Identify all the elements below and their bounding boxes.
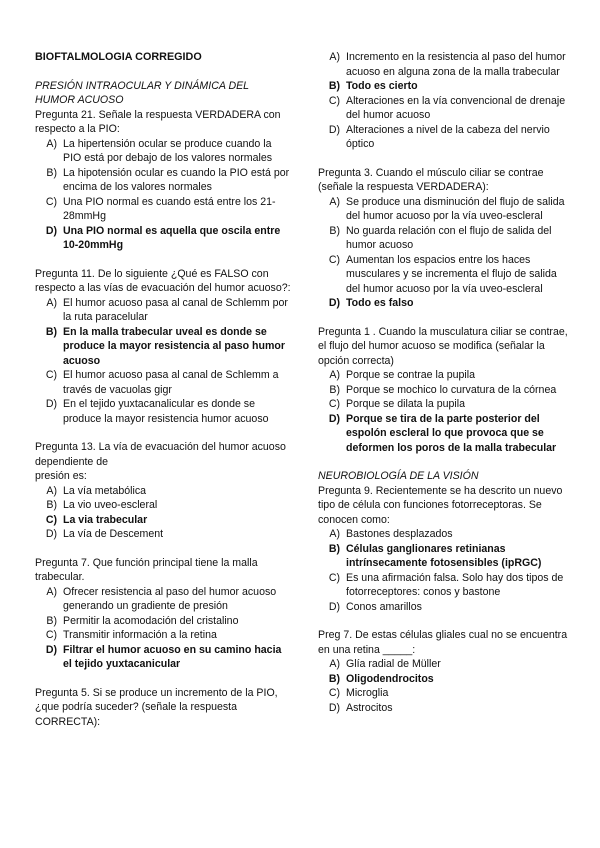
option-d-correct: D) Una PIO normal es aquella que oscila entre 10-20mmHg	[45, 224, 281, 251]
option-c: C) Transmitir información a la retina	[45, 629, 217, 641]
question-text: Pregunta 13. La vía de evacuación del humor acuoso dependiente de	[35, 441, 286, 468]
option-a: A) La hipertensión ocular se produce cuando la PIO está por debajo de los valores normales	[46, 137, 273, 164]
option-a: A) Bastones desplazados	[329, 528, 453, 540]
option-b: B) No guarda relación con el flujo de salida del humor acuoso	[329, 224, 552, 251]
option-list	[35, 585, 291, 672]
question-9	[318, 484, 570, 615]
option-d-correct: D) Filtrar el humor acuoso en su camino hacia el tejido yuxtacanicular	[45, 643, 282, 670]
question-text: Pregunta 11. De lo siguiente ¿Qué es FALSO con respecto a las vías de evacuación del humor acuoso?:	[35, 267, 291, 294]
option-list	[318, 50, 570, 152]
question-11	[35, 267, 291, 427]
question-7	[35, 556, 291, 672]
option-c: C) Aumentan los espacios entre los haces musculares y se incrementa el flujo de salida del humor acuoso por la vía uveo-escleral	[328, 253, 557, 295]
option-d: D) En el tejido yuxtacanalicular es donde se produce la mayor resistencia humor acuoso	[45, 398, 269, 425]
option-list	[35, 484, 291, 542]
question-1	[318, 325, 570, 456]
option-c: C) Porque se dilata la pupila	[328, 398, 465, 410]
option-list	[35, 296, 291, 427]
option-d: D) La vía de Descement	[45, 528, 164, 540]
option-c-correct: C) La via trabecular	[45, 513, 148, 526]
question-3	[318, 166, 570, 311]
option-a: A) Porque se contrae la pupila	[329, 369, 475, 381]
option-a: A) La vía metabólica	[46, 484, 147, 497]
option-d-correct: D) Porque se tira de la parte posterior del espolón escleral lo que provoca que se deformen los poros de la malla trabecular	[328, 412, 557, 454]
option-c: C) El humor acuoso pasa al canal de Schlemm a través de vacuolas gigr	[45, 369, 279, 396]
option-b-correct: B) Oligodendrocitos	[328, 672, 434, 685]
option-b: B) La vio uveo-escleral	[46, 499, 158, 511]
question-text: Pregunta 5. Si se produce un incremento de la PIO, ¿que podría suceder? (señale la respuesta CORRECTA):	[35, 686, 278, 728]
option-a: A) Incremento en la resistencia al paso del humor acuoso en alguna zona de la malla trabecular	[329, 51, 566, 78]
option-list	[318, 527, 570, 614]
option-list	[318, 368, 570, 455]
option-list	[35, 137, 291, 253]
question-text: Pregunta 7. Que función principal tiene la malla trabecular.	[35, 556, 258, 583]
right-column	[318, 50, 570, 729]
option-c: C) Es una afirmación falsa. Solo hay dos tipos de fotorreceptores: conos y bastone	[328, 571, 564, 598]
question-text: Pregunta 1 . Cuando la musculatura ciliar se contrae, el flujo del humor acuoso se modifica (señalar la opción correcta)	[318, 325, 568, 367]
option-b: B) Porque se mochico lo curvatura de la córnea	[329, 383, 557, 396]
question-text: Preg 7. De estas células gliales cual no se encuentra en una retina _____:	[318, 629, 568, 656]
option-b: B) La hipotensión ocular es cuando la PIO está por encima de los valores normales	[46, 166, 290, 193]
option-c: C) Microglia	[328, 687, 389, 699]
option-b-correct: B) Células ganglionares retinianas intrínsecamente fotosensibles (ipRGC)	[328, 542, 542, 569]
option-a: A) Se produce una disminución del flujo de salida del humor acuoso por la vía uveo-escleral	[329, 195, 565, 222]
section-heading-neurobiologia: NEUROBIOLOGÍA DE LA VISIÓN	[318, 470, 479, 482]
option-a: A) Ofrecer resistencia al paso del humor acuoso generando un gradiente de presión	[46, 585, 277, 612]
question-13	[35, 440, 291, 542]
option-c: C) Una PIO normal es cuando está entre los 21-28mmHg	[45, 195, 276, 222]
option-c: C) Alteraciones en la vía convencional de drenaje del humor acuoso	[328, 94, 566, 121]
option-d: D) Alteraciones a nivel de la cabeza del nervio óptico	[328, 123, 550, 150]
question-text: Pregunta 3. Cuando el músculo ciliar se contrae (señale la respuesta VERDADERA):	[318, 166, 544, 193]
option-d: D) Conos amarillos	[328, 600, 422, 613]
option-a: A) Glía radial de Müller	[329, 658, 441, 670]
option-a: A) El humor acuoso pasa al canal de Schlemm por la ruta paracelular	[46, 296, 288, 323]
question-5-options	[318, 50, 570, 152]
question-text: Pregunta 9. Recientemente se ha descrito un nuevo tipo de célula con funciones fotorreceptoras. Se conocen como:	[318, 484, 563, 526]
question-5	[35, 686, 291, 730]
question-7-glia	[318, 628, 570, 715]
question-text: Pregunta 21. Señale la respuesta VERDADERA con respecto a la PIO:	[35, 108, 281, 135]
option-b-correct: B) Todo es cierto	[328, 80, 418, 92]
option-list	[318, 195, 570, 311]
option-b-correct: B) En la malla trabecular uveal es donde se produce la mayor resistencia al paso humor acuoso	[45, 325, 285, 367]
option-b: B) Permitir la acomodación del cristalino	[46, 614, 239, 627]
document-title: BIOFTALMOLOGIA CORREGIDO	[35, 51, 202, 63]
option-d: D) Astrocitos	[328, 701, 393, 714]
question-21	[35, 108, 291, 253]
section-heading-pio: PRESIÓN INTRAOCULAR Y DINÁMICA DEL HUMOR ACUOSO	[35, 79, 249, 106]
left-column	[35, 50, 291, 743]
option-d-correct: D) Todo es falso	[328, 297, 414, 309]
option-list	[318, 657, 570, 715]
question-text-cont: presión es:	[35, 470, 87, 482]
